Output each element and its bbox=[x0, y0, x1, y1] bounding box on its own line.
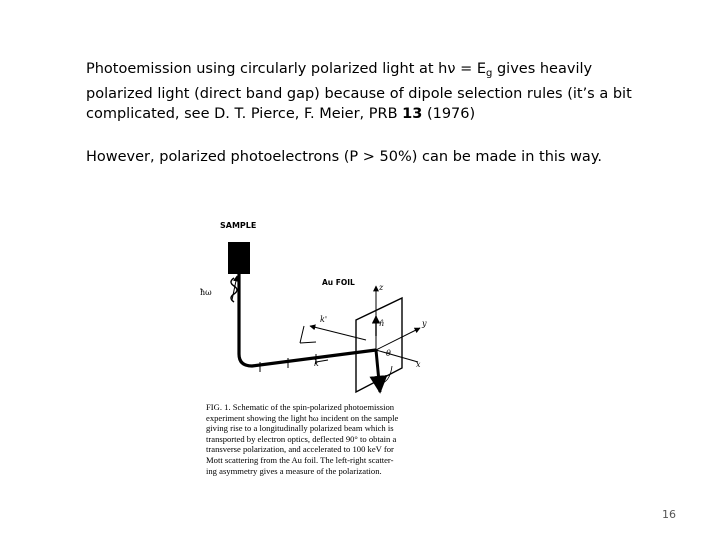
k-label: k bbox=[314, 359, 319, 368]
paragraph-photoemission bbox=[86, 59, 646, 124]
caption-line: giving rise to a longitudinally polarized beam which is bbox=[206, 423, 394, 434]
caption-line: transverse polarization, and accelerated to 100 keV for bbox=[206, 444, 394, 455]
text-segment: gives heavily bbox=[492, 61, 593, 77]
y-axis-label: y bbox=[422, 319, 427, 328]
paragraph-polarized-photoelectrons: However, polarized photoelectrons (P > 50%) can be made in this way. bbox=[86, 149, 602, 165]
caption-line: ing asymmetry gives a measure of the polarization. bbox=[206, 465, 382, 476]
y-axis bbox=[376, 328, 420, 350]
caption-line: transported by electron optics, deflected 90° to obtain a bbox=[206, 433, 397, 444]
au-foil-label: Au FOIL bbox=[322, 278, 355, 287]
volume-number: 13 bbox=[402, 106, 423, 122]
k-prime-arrow bbox=[310, 326, 366, 340]
hw-label: ħω bbox=[200, 288, 212, 297]
caption-line: experiment showing the light ħω incident on the sample bbox=[206, 412, 399, 423]
paragraph-line-2: polarized light (direct band gap) because of dipole selection rules (it’s a bit bbox=[86, 86, 632, 102]
theta-label: θ bbox=[386, 349, 391, 358]
subscript-g: g bbox=[486, 68, 493, 79]
page-number: 16 bbox=[662, 508, 676, 521]
n-hat-label: n̂ bbox=[379, 319, 385, 328]
schematic-drawing bbox=[196, 216, 466, 406]
text-segment: (1976) bbox=[422, 106, 476, 122]
z-axis-label: z bbox=[379, 283, 384, 292]
caption-line: Mott scattering from the Au foil. The left-right scatter- bbox=[206, 454, 394, 465]
scattered-beam bbox=[376, 350, 380, 392]
x-axis bbox=[376, 350, 418, 362]
paragraph-line-1 bbox=[86, 59, 646, 84]
sample-label: SAMPLE bbox=[220, 221, 257, 230]
text-segment: Photoemission using circularly polarized light at hν = E bbox=[86, 61, 486, 77]
paragraph-line-3 bbox=[86, 104, 646, 124]
x-axis-label: x bbox=[416, 360, 421, 369]
k-prime-label: k' bbox=[320, 315, 328, 324]
caption-line: FIG. 1. Schematic of the spin-polarized photoemission bbox=[206, 402, 395, 412]
sample-block bbox=[228, 242, 250, 274]
text-segment: complicated, see D. T. Pierce, F. Meier, PRB bbox=[86, 106, 403, 122]
figure-caption bbox=[206, 402, 456, 476]
